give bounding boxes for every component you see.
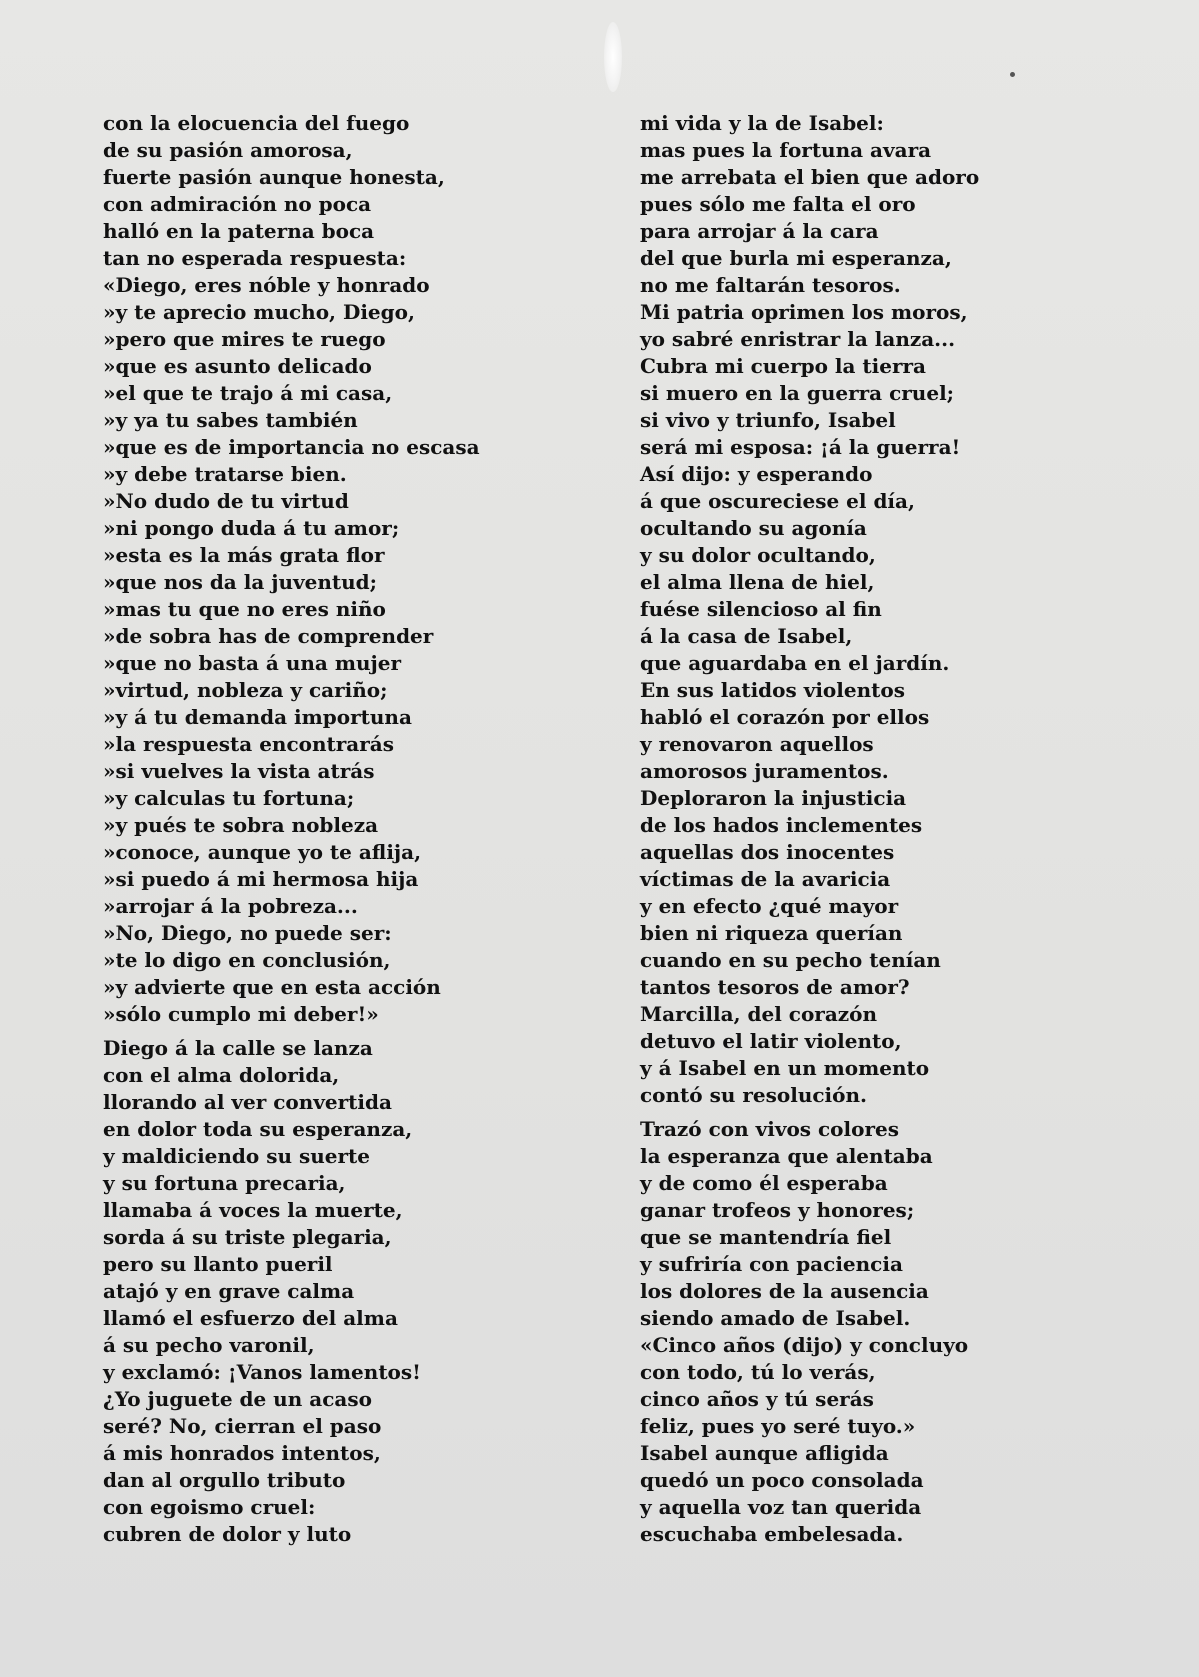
verse-line: víctimas de la avaricia [640,867,891,891]
verse-line: y sufriría con paciencia [640,1252,903,1276]
verse-line: á la casa de Isabel, [640,624,853,648]
verse-line: y á Isabel en un momento [640,1056,930,1080]
verse-line: »arrojar á la pobreza... [103,894,358,918]
verse-line: con la elocuencia del fuego [103,111,410,135]
verse-line: ganar trofeos y honores; [640,1198,915,1222]
paper-blemish [604,22,622,92]
verse-line: »la respuesta encontrarás [103,732,395,756]
verse-line: con todo, tú lo verás, [640,1360,876,1384]
verse-line: mi vida y la de Isabel: [640,111,884,135]
verse-line: y aquella voz tan querida [640,1495,922,1519]
verse-line: sorda á su triste plegaria, [103,1225,392,1249]
verse-line: fuése silencioso al fin [640,597,882,621]
verse-line: »que es asunto delicado [103,354,372,378]
poem-column-left [103,110,573,1548]
verse-line: dan al orgullo tributo [103,1468,346,1492]
verse-line: pues sólo me falta el oro [640,192,916,216]
verse-line: »conoce, aunque yo te aflija, [103,840,422,864]
verse-line: y exclamó: ¡Vanos lamentos! [103,1360,421,1384]
stanza [103,1035,573,1548]
verse-line: »esta es la más grata flor [103,543,385,567]
verse-line: no me faltarán tesoros. [640,273,901,297]
verse-line: yo sabré enristrar la lanza... [640,327,956,351]
verse-line: si vivo y triunfo, Isabel [640,408,896,432]
verse-line: me arrebata el bien que adoro [640,165,980,189]
verse-line: del que burla mi esperanza, [640,246,952,270]
verse-line: aquellas dos inocentes [640,840,895,864]
verse-line: Marcilla, del corazón [640,1002,878,1026]
verse-line: que aguardaba en el jardín. [640,651,950,675]
verse-line: »y á tu demanda importuna [103,705,412,729]
verse-line: á su pecho varonil, [103,1333,315,1357]
verse-line: habló el corazón por ellos [640,705,930,729]
verse-line: y su dolor ocultando, [640,543,876,567]
verse-line: »mas tu que no eres niño [103,597,386,621]
verse-line: con egoismo cruel: [103,1495,316,1519]
poem-column-right [640,110,1160,1548]
verse-line: los dolores de la ausencia [640,1279,929,1303]
verse-line: detuvo el latir violento, [640,1029,902,1053]
verse-line: cinco años y tú serás [640,1387,874,1411]
verse-line: En sus latidos violentos [640,678,905,702]
verse-line: seré? No, cierran el paso [103,1414,382,1438]
verse-line: llamaba á voces la muerte, [103,1198,403,1222]
verse-line: cubren de dolor y luto [103,1522,352,1546]
verse-line: será mi esposa: ¡á la guerra! [640,435,961,459]
stanza [640,1116,1160,1548]
verse-line: y en efecto ¿qué mayor [640,894,899,918]
verse-line: »y ya tu sabes también [103,408,358,432]
verse-line: bien ni riqueza querían [640,921,903,945]
verse-line: »y debe tratarse bien. [103,462,347,486]
verse-line: »ni pongo duda á tu amor; [103,516,400,540]
verse-line: »y advierte que en esta acción [103,975,441,999]
verse-line: »No dudo de tu virtud [103,489,349,513]
verse-line: »el que te trajo á mi casa, [103,381,393,405]
verse-line: Isabel aunque afligida [640,1441,889,1465]
verse-line: la esperanza que alentaba [640,1144,933,1168]
verse-line: atajó y en grave calma [103,1279,355,1303]
verse-line: »de sobra has de comprender [103,624,434,648]
verse-line: »y calculas tu fortuna; [103,786,355,810]
verse-line: de los hados inclementes [640,813,923,837]
verse-line: llorando al ver convertida [103,1090,392,1114]
verse-line: »y pués te sobra nobleza [103,813,379,837]
stanza [640,110,1160,1109]
verse-line: para arrojar á la cara [640,219,879,243]
ink-speck [1010,72,1015,77]
verse-line: si muero en la guerra cruel; [640,381,955,405]
verse-line: quedó un poco consolada [640,1468,924,1492]
verse-line: tan no esperada respuesta: [103,246,407,270]
verse-line: »si vuelves la vista atrás [103,759,375,783]
verse-line: »No, Diego, no puede ser: [103,921,392,945]
verse-line: con el alma dolorida, [103,1063,340,1087]
verse-line: Mi patria oprimen los moros, [640,300,968,324]
verse-line: en dolor toda su esperanza, [103,1117,413,1141]
verse-line: que se mantendría fiel [640,1225,892,1249]
verse-line: »pero que mires te ruego [103,327,386,351]
verse-line: Así dijo: y esperando [640,462,873,486]
verse-line: feliz, pues yo seré tuyo.» [640,1414,916,1438]
verse-line: tantos tesoros de amor? [640,975,910,999]
verse-line: Trazó con vivos colores [640,1117,899,1141]
verse-line: y de como él esperaba [640,1171,888,1195]
verse-line: escuchaba embelesada. [640,1522,904,1546]
verse-line: ocultando su agonía [640,516,867,540]
verse-line: halló en la paterna boca [103,219,375,243]
verse-line: contó su resolución. [640,1083,867,1107]
verse-line: el alma llena de hiel, [640,570,875,594]
verse-line: »que no basta á una mujer [103,651,402,675]
verse-line: »virtud, nobleza y cariño; [103,678,388,702]
verse-line: Diego á la calle se lanza [103,1036,373,1060]
verse-line: »y te aprecio mucho, Diego, [103,300,415,324]
verse-line: amorosos juramentos. [640,759,889,783]
verse-line: ¿Yo juguete de un acaso [103,1387,372,1411]
verse-line: Deploraron la injusticia [640,786,907,810]
verse-line: «Diego, eres nóble y honrado [103,273,430,297]
verse-line: cuando en su pecho tenían [640,948,941,972]
verse-line: de su pasión amorosa, [103,138,353,162]
verse-line: pero su llanto pueril [103,1252,333,1276]
verse-line: á mis honrados intentos, [103,1441,381,1465]
verse-line: llamó el esfuerzo del alma [103,1306,398,1330]
stanza [103,110,573,1028]
verse-line: »sólo cumplo mi deber!» [103,1002,379,1026]
verse-line: y su fortuna precaria, [103,1171,346,1195]
verse-line: siendo amado de Isabel. [640,1306,911,1330]
verse-line: y maldiciendo su suerte [103,1144,371,1168]
verse-line: »que nos da la juventud; [103,570,378,594]
verse-line: «Cinco años (dijo) y concluyo [640,1333,969,1357]
verse-line: y renovaron aquellos [640,732,874,756]
verse-line: »te lo digo en conclusión, [103,948,391,972]
verse-line: fuerte pasión aunque honesta, [103,165,445,189]
verse-line: »que es de importancia no escasa [103,435,480,459]
verse-line: Cubra mi cuerpo la tierra [640,354,927,378]
verse-line: á que oscureciese el día, [640,489,915,513]
verse-line: »si puedo á mi hermosa hija [103,867,419,891]
verse-line: mas pues la fortuna avara [640,138,932,162]
verse-line: con admiración no poca [103,192,372,216]
